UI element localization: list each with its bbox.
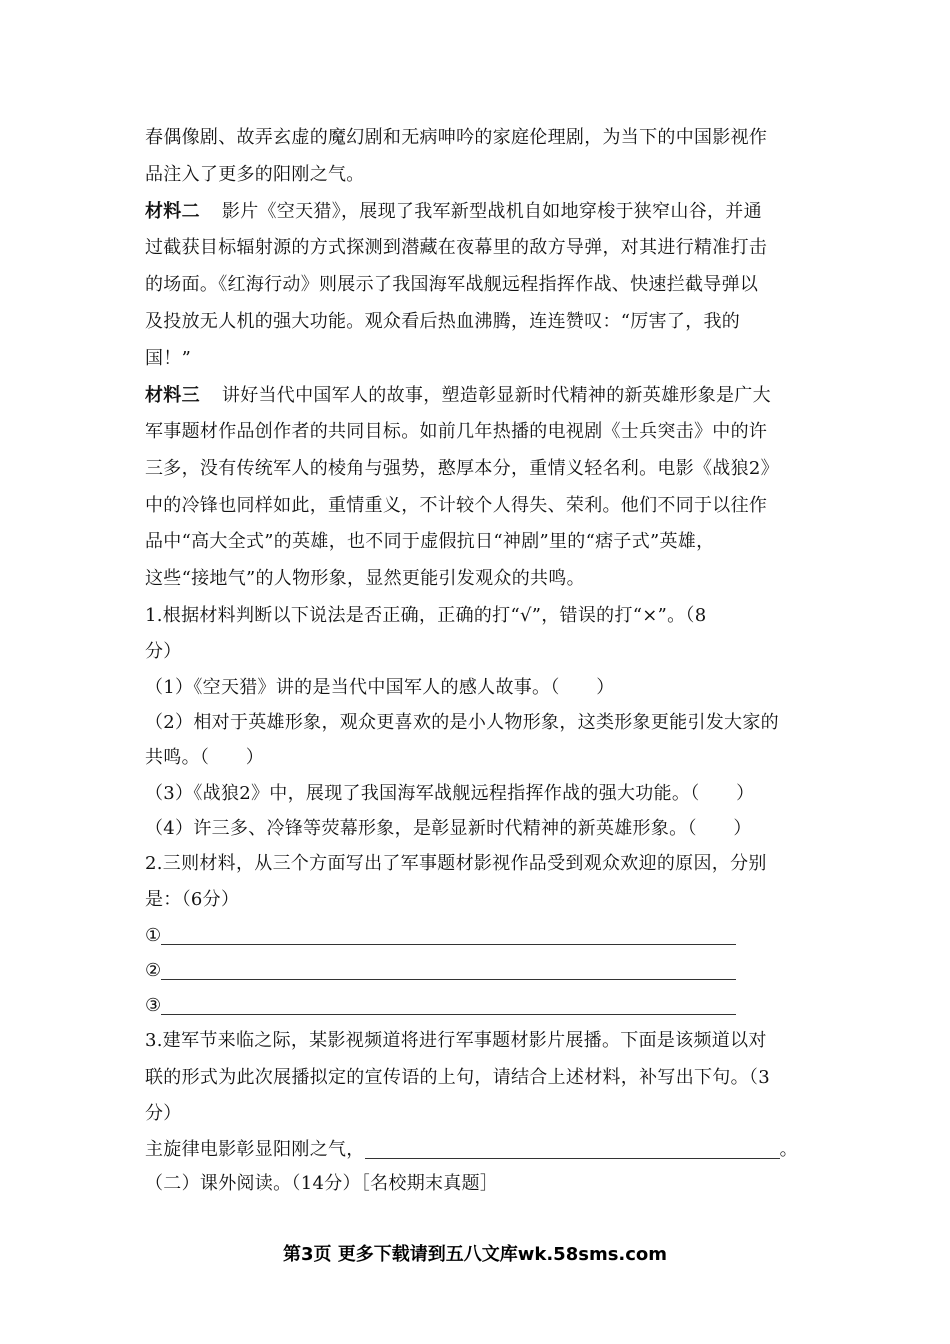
q3-answer-blank[interactable] — [365, 1140, 780, 1159]
q3-answer-line — [145, 1138, 798, 1162]
q2-mark1: ① — [145, 925, 162, 946]
q2-answer1-blank[interactable] — [161, 926, 736, 945]
material2-line1 — [145, 200, 762, 224]
q3-stem-line1: 3.建军节来临之际，某影视频道将进行军事题材影片展播。下面是该频道以对 — [145, 1030, 767, 1051]
material3-text: 讲好当代中国军人的故事，塑造彰显新时代精神的新英雄形象是广大 — [221, 385, 771, 406]
material2-line3: 的场面。《红海行动》则展示了我国海军战舰远程指挥作战、快速拦截导弹以 — [145, 274, 759, 295]
q2-stem-line1: 2.三则材料，从三个方面写出了军事题材影视作品受到观众欢迎的原因，分别 — [145, 853, 767, 874]
q2-answer1 — [145, 924, 736, 948]
material3-line1 — [145, 384, 771, 408]
q1-item2-line2: 共鸣。（ ） — [145, 747, 265, 768]
q2-answer3-blank[interactable] — [161, 996, 736, 1015]
material2-line5: 国！” — [145, 348, 192, 369]
q1-stem-line1: 1.根据材料判断以下说法是否正确，正确的打“√”，错误的打“×”。（8 — [145, 605, 707, 626]
material3-label: 材料三 — [145, 385, 200, 406]
q1-item1: （1）《空天猎》讲的是当代中国军人的感人故事。（ ） — [145, 677, 615, 698]
q1-item4: （4）许三多、冷锋等荧幕形象，是彰显新时代精神的新英雄形象。（ ） — [145, 818, 752, 839]
q2-answer2 — [145, 959, 736, 983]
material2-line4: 及投放无人机的强大功能。观众看后热血沸腾，连连赞叹：“厉害了，我的 — [145, 311, 741, 332]
material1-line2: 品注入了更多的阳刚之气。 — [145, 164, 365, 185]
q3-stem-line2: 联的形式为此次展播拟定的宣传语的上句，请结合上述材料，补写出下句。（3 — [145, 1067, 770, 1088]
q1-item3: （3）《战狼2》中，展现了我国海军战舰远程指挥作战的强大功能。（ ） — [145, 783, 755, 804]
q1-item2-line1: （2）相对于英雄形象，观众更喜欢的是小人物形象，这类形象更能引发大家的 — [145, 712, 779, 733]
material1-line1: 春偶像剧、故弄玄虚的魔幻剧和无病呻吟的家庭伦理剧，为当下的中国影视作 — [145, 127, 768, 148]
q2-stem-line2: 是：（6分） — [145, 889, 240, 910]
q2-mark2: ② — [145, 960, 162, 981]
material3-line2: 军事题材作品创作者的共同目标。如前几年热播的电视剧《士兵突击》中的许 — [145, 421, 768, 442]
q2-answer3 — [145, 994, 736, 1018]
material2-line2: 过截获目标辐射源的方式探测到潜藏在夜幕里的敌方导弹，对其进行精准打击 — [145, 237, 768, 258]
q2-answer2-blank[interactable] — [161, 961, 736, 980]
material3-line3: 三多，没有传统军人的棱角与强势，憨厚本分，重情义轻名利。电影《战狼2》 — [145, 458, 779, 479]
material3-line6: 这些“接地气”的人物形象，显然更能引发观众的共鸣。 — [145, 568, 585, 589]
material2-label: 材料二 — [145, 201, 200, 222]
q1-stem-line2: 分） — [145, 641, 182, 662]
q3-prompt: 主旋律电影彰显阳刚之气， — [145, 1139, 365, 1160]
material2-text: 影片《空天猎》，展现了我军新型战机自如地穿梭于狭窄山谷，并通 — [221, 201, 762, 222]
q2-mark3: ③ — [145, 995, 162, 1016]
material3-line4: 中的冷锋也同样如此，重情重义，不计较个人得失、荣利。他们不同于以往作 — [145, 495, 768, 516]
section-heading: （二）课外阅读。（14分）［名校期末真题］ — [145, 1173, 499, 1194]
q3-stem-line3: 分） — [145, 1103, 182, 1124]
page-footer: 第3页 更多下载请到五八文库wk.58sms.com — [282, 1244, 668, 1265]
q3-end: 。 — [779, 1139, 798, 1160]
material3-line5: 品中“高大全式”的英雄，也不同于虚假抗日“神剧”里的“痞子式”英雄， — [145, 531, 715, 552]
